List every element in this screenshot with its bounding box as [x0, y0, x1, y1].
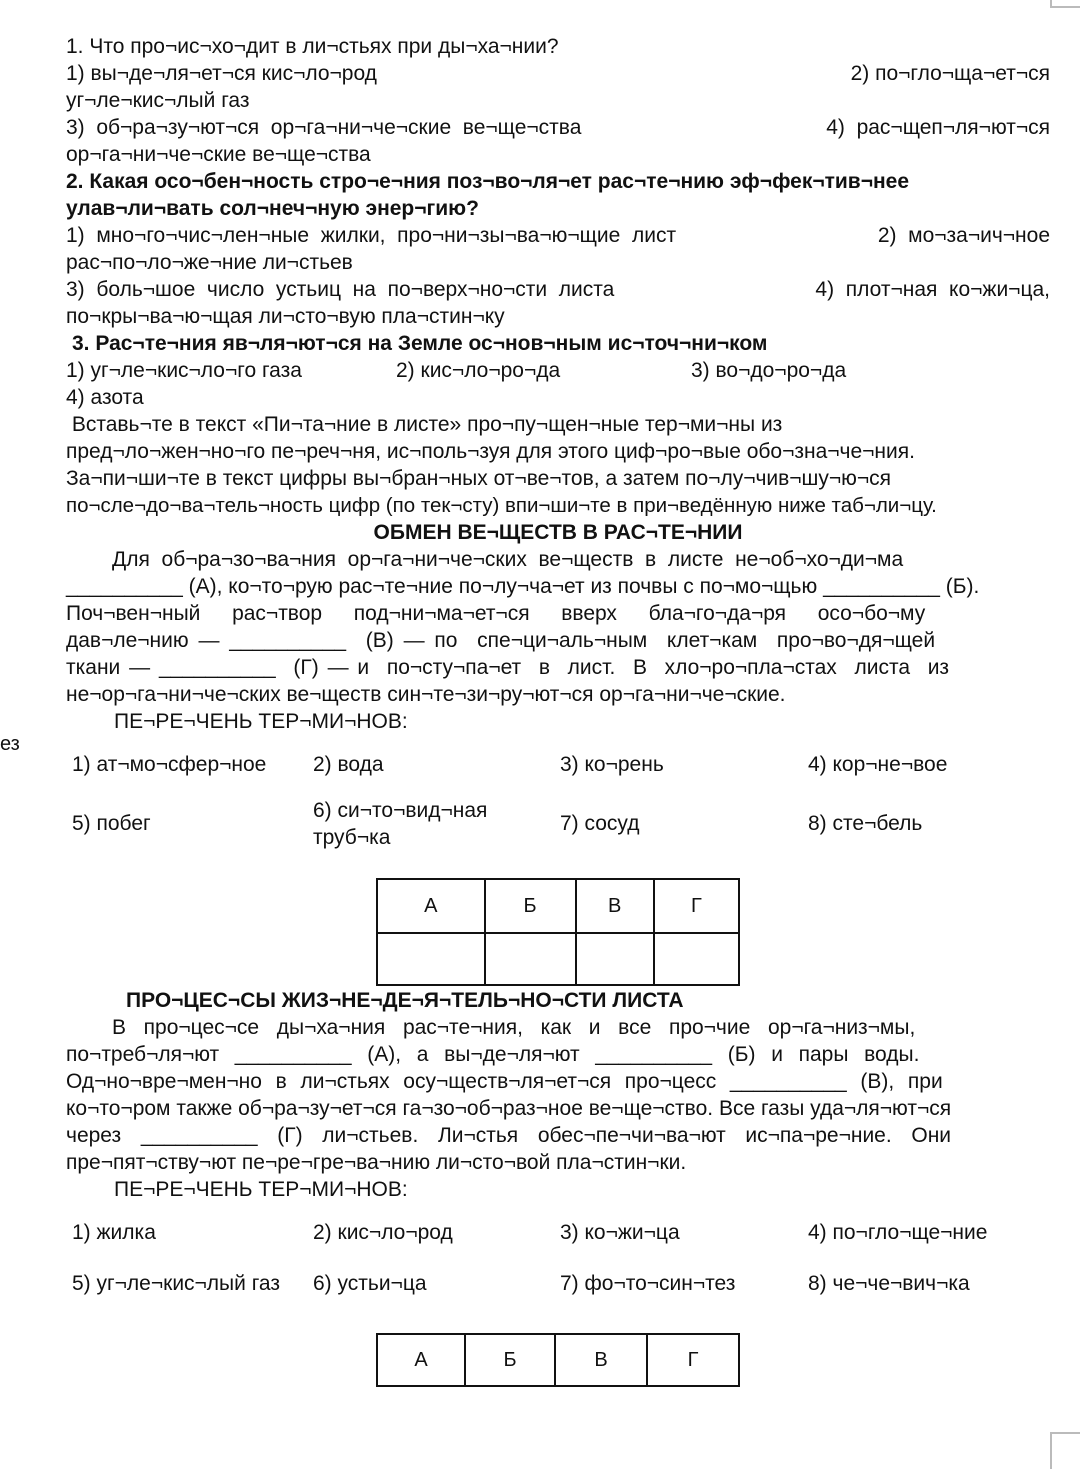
table2-header-v: В — [555, 1334, 647, 1386]
sec2-text-line1: В про¬цес¬се ды¬ха¬ния рас¬те¬ния, как и все про¬чие ор¬га¬низ¬мы, — [112, 1016, 916, 1039]
worksheet — [66, 33, 1050, 855]
table1-answer-v[interactable] — [576, 933, 654, 985]
section-metabolism — [66, 519, 1050, 855]
q2-options-row1 — [66, 222, 1050, 249]
table1-answer-b[interactable] — [485, 933, 576, 985]
question-1 — [66, 33, 1050, 168]
q2-option-4a: 4) плот¬ная ко¬жи¬ца, — [815, 278, 1050, 301]
q3-option-4: 4) азота — [66, 386, 144, 409]
sec2-text-line5: через __________ (Г) ли¬стьев. Ли¬стья обес¬пе¬чи¬ва¬ют ис¬па¬ре¬ние. Они — [66, 1124, 952, 1147]
table1-header-b: Б — [485, 879, 576, 933]
page-corner-bottom — [1050, 1432, 1080, 1469]
q2-options-row3 — [66, 276, 1050, 303]
q1-options-row3 — [66, 114, 1050, 141]
q1-option-1: 1) вы¬де¬ля¬ет¬ся кис¬ло¬род — [66, 62, 377, 85]
sec1-term-5: 5) побег — [72, 812, 151, 835]
sec2-text-line2: по¬треб¬ля¬ют __________ (А), а вы¬де¬ля¬ют __________ (Б) и пары воды. — [66, 1043, 920, 1066]
q3-options-row — [66, 357, 1050, 384]
sec1-term-7: 7) сосуд — [560, 812, 640, 835]
answer-table-1 — [376, 878, 740, 986]
sec1-text-line4: дав¬ле¬нию — __________ (В) — по спе¬ци¬аль¬ным клет¬кам про¬во¬дя¬щей — [66, 629, 936, 652]
q2-option-3: 3) боль¬шое число устьиц на по¬верх¬но¬сти листа — [66, 278, 615, 301]
sec2-terms-title: ПЕ¬РЕ¬ЧЕНЬ ТЕР¬МИ¬НОВ: — [114, 1178, 408, 1201]
sec1-term-2: 2) вода — [313, 753, 384, 776]
sec2-term-1: 1) жилка — [72, 1221, 156, 1244]
sec1-term-1: 1) ат¬мо¬сфер¬ное — [72, 753, 267, 776]
sec2-term-6: 6) устьи¬ца — [313, 1272, 427, 1295]
sec1-text-line3: Поч¬вен¬ный рас¬твор под¬ни¬ма¬ет¬ся вверх бла¬го¬да¬ря осо¬бо¬му — [66, 602, 926, 625]
sec1-text-line2: __________ (А), ко¬то¬рую рас¬те¬ние по¬лу¬ча¬ет из почвы с по¬мо¬щью __________ (Б). — [66, 575, 980, 598]
sec1-text-line1 — [66, 546, 1050, 573]
q2-option-2a: 2) мо¬за¬ич¬ное — [877, 224, 1050, 247]
answer-table-2 — [376, 1333, 740, 1387]
table1-answer-g[interactable] — [654, 933, 739, 985]
sec2-term-4: 4) по¬гло¬ще¬ние — [808, 1221, 988, 1244]
q1-option-4a: 4) рас¬щеп¬ля¬ют¬ся — [826, 116, 1050, 139]
sec1-text-line5: ткани — __________ (Г) — и по¬сту¬па¬ет в лист. В хло¬ро¬пла¬стах листа из — [66, 656, 950, 679]
table2-header-g: Г — [647, 1334, 739, 1386]
table1-header-g: Г — [654, 879, 739, 933]
sec1-term-6b: труб¬ка — [313, 826, 391, 849]
q1-option-2b: уг¬ле¬кис¬лый газ — [66, 89, 250, 112]
q1-option-3: 3) об¬ра¬зу¬ют¬ся ор¬га¬ни¬че¬ские ве¬ще¬ства — [66, 116, 582, 139]
answer-table-1-row — [377, 933, 739, 985]
q2-option-1: 1) мно¬го¬чис¬лен¬ные жилки, про¬ни¬зы¬ва¬ю¬щие лист — [66, 224, 677, 247]
q1-option-4b: ор¬га¬ни¬че¬ские ве¬ще¬ства — [66, 143, 371, 166]
q2-option-2b: рас¬по¬ло¬же¬ние ли¬стьев — [66, 251, 353, 274]
sec1-term-4: 4) кор¬не¬вое — [808, 753, 948, 776]
q1-option-2a: 2) по¬гло¬ща¬ет¬ся — [850, 62, 1050, 85]
sec1-term-3: 3) ко¬рень — [560, 753, 664, 776]
sec2-terms-list — [66, 1203, 1050, 1313]
q3-option-1: 1) уг¬ле¬кис¬ло¬го газа — [66, 359, 302, 382]
sec2-term-7: 7) фо¬то¬син¬тез — [560, 1272, 736, 1295]
q2-option-4b: по¬кры¬ва¬ю¬щая ли¬сто¬вую пла¬стин¬ку — [66, 305, 505, 328]
sec1-terms-title: ПЕ¬РЕ¬ЧЕНЬ ТЕР¬МИ¬НОВ: — [114, 710, 408, 733]
section-2-title: ПРО¬ЦЕС¬СЫ ЖИЗ¬НЕ¬ДЕ¬Я¬ТЕЛЬ¬НО¬СТИ ЛИСТА — [126, 989, 684, 1012]
sec2-term-2: 2) кис¬ло¬род — [313, 1221, 453, 1244]
answer-table-2-header — [377, 1334, 739, 1386]
q3-option-2: 2) кис¬ло¬ро¬да — [396, 359, 561, 382]
instructions — [66, 411, 1050, 519]
sec1-term-8: 8) сте¬бель — [808, 812, 923, 835]
table1-header-v: В — [576, 879, 654, 933]
question-3-title: 3. Рас¬те¬ния яв¬ля¬ют¬ся на Земле ос¬нов¬ным ис¬точ¬ни¬ком — [72, 332, 768, 355]
table1-header-a: А — [377, 879, 485, 933]
sec2-term-3: 3) ко¬жи¬ца — [560, 1221, 680, 1244]
page-corner-top — [1050, 0, 1080, 8]
sec1-text-line1-text: Для об¬ра¬зо¬ва¬ния ор¬га¬ни¬че¬ских ве¬ществ в листе не¬об¬хо¬ди¬ма — [112, 548, 904, 571]
question-3 — [66, 330, 1050, 411]
sec2-text-line3: Од¬но¬вре¬мен¬но в ли¬стьях осу¬ществ¬ля¬ет¬ся про¬цесс __________ (В), при — [66, 1070, 943, 1093]
edge-text-fragment: ез — [0, 733, 20, 755]
table1-answer-a[interactable] — [377, 933, 485, 985]
sec2-text-line4: ко¬то¬ром также об¬ра¬зу¬ет¬ся га¬зо¬об¬раз¬ное ве¬ще¬ство. Все газы уда¬ля¬ют¬ся — [66, 1097, 952, 1120]
section-1-title: ОБМЕН ВЕ¬ЩЕСТВ В РАС¬ТЕ¬НИИ — [373, 521, 743, 544]
sec2-text-line6: пре¬пят¬ству¬ют пе¬ре¬гре¬ва¬нию ли¬сто¬вой пла¬стин¬ки. — [66, 1151, 687, 1174]
question-2-title-line1: 2. Какая осо¬бен¬ность стро¬е¬ния поз¬во¬ля¬ет рас¬те¬нию эф¬фек¬тив¬нее — [66, 170, 910, 193]
q3-option-3: 3) во¬до¬ро¬да — [691, 359, 847, 382]
instructions-line4: по¬сле¬до¬ва¬тель¬ность цифр (по тек¬сту) впи¬ши¬те в при¬ведённую ниже таб¬ли¬цу. — [66, 494, 937, 517]
question-2-title-line2: улав¬ли¬вать сол¬неч¬ную энер¬гию? — [66, 197, 479, 220]
instructions-line1: Вставь¬те в текст «Пи¬та¬ние в листе» про¬пу¬щен¬ные тер¬ми¬ны из — [66, 413, 783, 436]
sec2-term-8: 8) че¬че¬вич¬ка — [808, 1272, 970, 1295]
sec1-term-6a: 6) си¬то¬вид¬ная — [313, 799, 488, 822]
table2-header-b: Б — [465, 1334, 555, 1386]
answer-table-1-header — [377, 879, 739, 933]
table2-header-a: А — [377, 1334, 465, 1386]
question-2 — [66, 168, 1050, 330]
sec1-text-line6: не¬ор¬га¬ни¬че¬ских ве¬ществ син¬те¬зи¬ру¬ют¬ся ор¬га¬ни¬че¬ские. — [66, 683, 786, 706]
sec2-term-5: 5) уг¬ле¬кис¬лый газ — [72, 1272, 280, 1295]
question-1-title: 1. Что про¬ис¬хо¬дит в ли¬стьях при ды¬ха¬нии? — [66, 35, 559, 58]
instructions-line3: За¬пи¬ши¬те в текст цифры вы¬бран¬ных от¬ве¬тов, а затем по¬лу¬чив¬шу¬ю¬ся — [66, 467, 892, 490]
q1-options-row1 — [66, 60, 1050, 87]
sec1-terms-list — [66, 735, 1050, 855]
section-leaf-processes — [66, 987, 1050, 1313]
instructions-line2: пред¬ло¬жен¬но¬го пе¬реч¬ня, ис¬поль¬зуя для этого циф¬ро¬вые обо¬зна¬че¬ния. — [66, 440, 915, 463]
